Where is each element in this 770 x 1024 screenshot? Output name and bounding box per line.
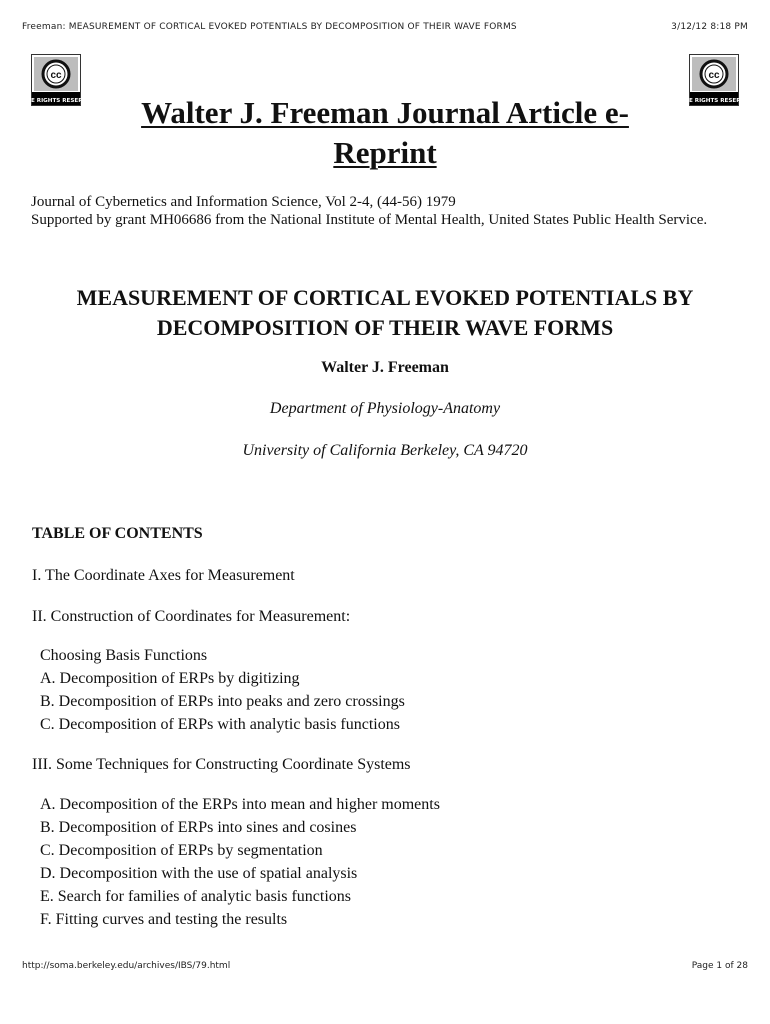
svg-text:cc: cc [708, 70, 720, 81]
svg-text:cc: cc [50, 70, 62, 81]
author-name: Walter J. Freeman [321, 359, 449, 376]
toc-section-1[interactable]: I. The Coordinate Axes for Measurement [32, 567, 295, 584]
toc-section-3-item[interactable]: A. Decomposition of the ERPs into mean and higher moments [40, 796, 440, 813]
logo-text-left: SOME RIGHTS RESERVED [16, 98, 96, 104]
toc-section-3-item[interactable]: D. Decomposition with the use of spatial analysis [40, 865, 358, 882]
toc-section-2-item[interactable]: C. Decomposition of ERPs with analytic basis functions [40, 716, 400, 733]
journal-citation: Journal of Cybernetics and Information Science, Vol 2-4, (44-56) 1979 [31, 194, 456, 210]
toc-heading: TABLE OF CONTENTS [32, 525, 203, 542]
some-rights-reserved-logo-left[interactable] [16, 54, 96, 106]
toc-section-3-item[interactable]: F. Fitting curves and testing the results [40, 911, 288, 928]
print-header-timestamp: 3/12/12 8:18 PM [671, 22, 748, 32]
footer-url[interactable]: http://soma.berkeley.edu/archives/IBS/79.html [22, 961, 231, 971]
toc-section-3-item[interactable]: B. Decomposition of ERPs into sines and cosines [40, 819, 357, 836]
toc-section-2-item[interactable]: B. Decomposition of ERPs into peaks and zero crossings [40, 693, 405, 710]
toc-section-2[interactable]: II. Construction of Coordinates for Measurement: [32, 608, 351, 625]
copyright-badge-icon [16, 54, 96, 106]
toc-section-2-item[interactable]: Choosing Basis Functions [40, 647, 208, 664]
toc-section-3-item[interactable]: E. Search for families of analytic basis functions [40, 888, 352, 905]
footer-page-number: Page 1 of 28 [691, 961, 748, 971]
author-department: Department of Physiology-Anatomy [269, 400, 501, 417]
page-title: Walter J. Freeman Journal Article e-Reprint [141, 95, 629, 170]
toc-section-3[interactable]: III. Some Techniques for Constructing Coordinate Systems [32, 756, 411, 773]
toc-section-2-item[interactable]: A. Decomposition of ERPs by digitizing [40, 670, 300, 687]
author-university: University of California Berkeley, CA 94720 [242, 442, 528, 459]
some-rights-reserved-logo-right[interactable] [674, 54, 754, 106]
copyright-badge-icon [674, 54, 754, 106]
article-title: MEASUREMENT OF CORTICAL EVOKED POTENTIALS BY DECOMPOSITION OF THEIR WAVE FORMS [76, 285, 694, 340]
grant-support: Supported by grant MH06686 from the National Institute of Mental Health, United States Public Health Service. [31, 212, 708, 228]
logo-text-right: SOME RIGHTS RESERVED [674, 98, 754, 104]
toc-section-3-item[interactable]: C. Decomposition of ERPs by segmentation [40, 842, 323, 859]
print-header-title: Freeman: MEASUREMENT OF CORTICAL EVOKED POTENTIALS BY DECOMPOSITION OF THEIR WAVE FORMS [22, 22, 517, 32]
